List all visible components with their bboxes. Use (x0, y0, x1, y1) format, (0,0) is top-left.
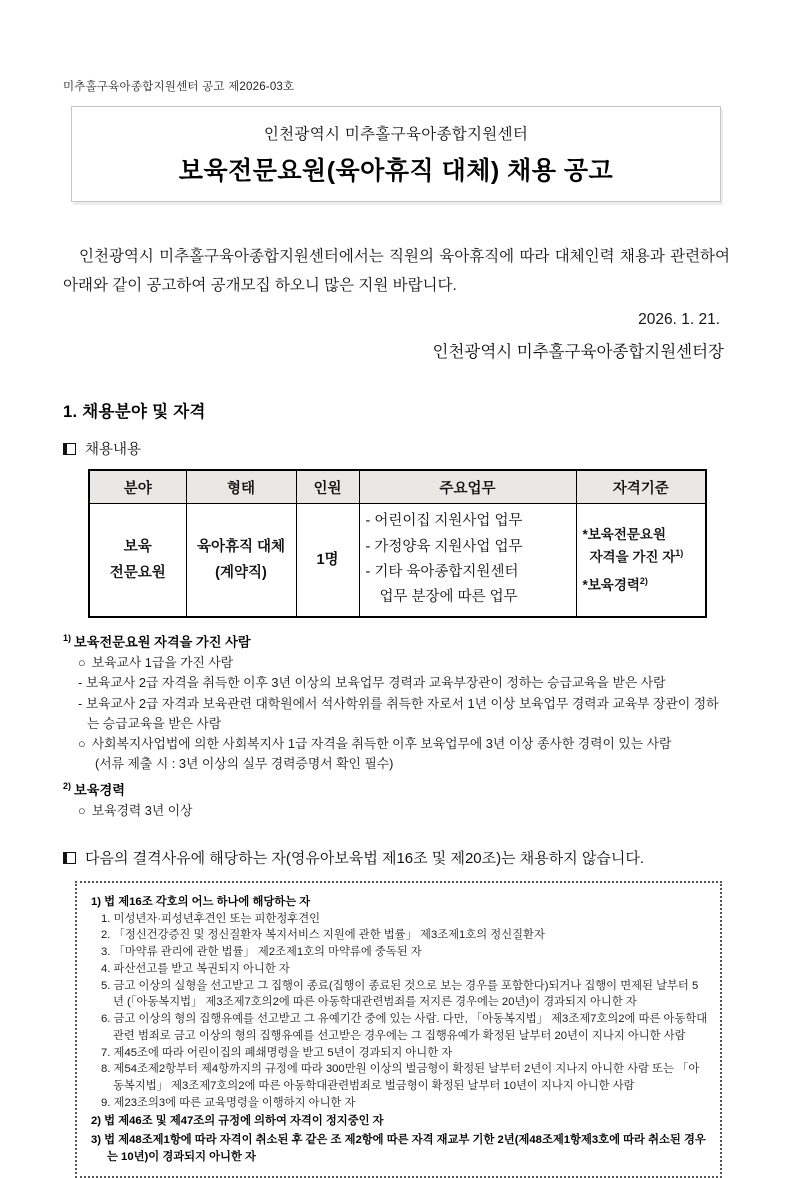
circle-bullet-icon: ○ (78, 655, 86, 671)
disq-item: 7. 제45조에 따라 어린이집의 폐쇄명령을 받고 5년이 경과되지 아니한 자 (101, 1046, 453, 1059)
disqualification-heading: 다음의 결격사유에 해당하는 자(영유아보육법 제16조 및 제20조)는 채용하지 않습니다. (63, 847, 730, 868)
subsection-recruit-content (63, 438, 730, 459)
table-header-row (89, 470, 706, 504)
footnote-1-note: (서류 제출 시 : 3년 이상의 실무 경력증명서 확인 필수) (95, 756, 394, 772)
footnote-ref-2: 2) (639, 575, 648, 586)
square-bullet-icon (63, 443, 76, 455)
circle-bullet-icon: ○ (78, 802, 86, 818)
disq-item: 3. 「마약류 관리에 관한 법률」 제2조제1호의 마약류에 중독된 자 (101, 946, 422, 959)
qual-line1: *보육전문요원 (582, 527, 666, 543)
disq-item: 8. 제54조제2항부터 제4항까지의 규정에 따라 300만원 이상의 벌금형이 확정된 날부터 2년이 지나지 아니한 사람 또는 「아동복지법」 제3조제7호의2에 따른 아동학대관련범죄로 벌금형이 확정된 날부터 10년이 지나지 아니한 사람 (101, 1063, 700, 1092)
footnotes (63, 631, 730, 821)
type-line2: (계약직) (215, 565, 267, 581)
intro-paragraph (63, 242, 730, 300)
disq-item: 4. 파산선고를 받고 복권되지 아니한 자 (101, 962, 290, 975)
footnote-2-item: ○ 보육경력 3년 이상 (78, 802, 193, 818)
type-line1: 육아휴직 대체 (196, 538, 286, 555)
footnote-1-item: - 보육교사 2급 자격과 보육관련 대학원에서 석사학위를 취득한 자로서 1년 이상 보육업무 경력과 교육부 장관이 정하는 승급교육을 받은 사람 (78, 695, 719, 731)
duty-line-continuation: 업무 분장에 따른 업무 (379, 589, 518, 606)
square-bullet-icon (63, 852, 76, 864)
signer: 인천광역시 미추홀구육아종합지원센터장 (432, 343, 724, 361)
disq-item: 1. 미성년자·피성년후견인 또는 피한정후견인 (101, 912, 321, 925)
disq-group-3-label: 3) 법 제48조제1항에 따라 자격이 취소된 후 같은 조 제2항에 따른 자격 재교부 기한 2년(제48조제1항제3호에 따라 취소된 경우는 10년)이 경과되지 아니한 자 (91, 1134, 706, 1163)
footnote-1-item: ○ 사회복지사업법에 의한 사회복지사 1급 자격을 취득한 이후 보육업무에 3년 이상 종사한 경력이 있는 사람 (78, 736, 672, 752)
duty-line: - 가정양육 지원사업 업무 (365, 538, 523, 555)
footnote-2-marker: 2) (63, 780, 72, 791)
disq-group-1-items (91, 911, 708, 1112)
duty-line: - 어린이집 지원사업 업무 (365, 513, 523, 530)
cell-field (89, 504, 186, 618)
org-name: 인천광역시 미추홀구육아종합지원센터 (263, 126, 529, 143)
cell-type (186, 504, 296, 618)
circle-bullet-icon: ○ (78, 736, 86, 752)
header-qualification: 자격기준 (576, 470, 706, 504)
intro-text: 인천광역시 미추홀구육아종합지원센터에서는 직원의 육아휴직에 따라 대체인력 채용과 관련하여 아래와 같이 공고하여 공개모집 하오니 많은 지원 바랍니다. (63, 248, 730, 294)
section-1-heading: 1. 채용분야 및 자격 (63, 403, 206, 421)
footnote-1-item: - 보육교사 2급 자격을 취득한 이후 3년 이상의 보육업무 경력과 교육부장관이 정하는 승급교육을 받은 사람 (78, 675, 666, 691)
header-field: 분야 (89, 470, 186, 504)
disq-item: 9. 제23조의3에 따른 교육명령을 이행하지 아니한 자 (101, 1096, 356, 1109)
subsection-label: 채용내용 (85, 442, 142, 458)
header-count: 인원 (296, 470, 359, 504)
footnote-2-title: $^{2)}$ 보육경력 (63, 780, 125, 797)
header-type: 형태 (186, 470, 296, 504)
disq-item: 6. 금고 이상의 형의 집행유예를 선고받고 그 유예기간 중에 있는 사람. 다만, 「아동복지법」 제3조제7호의2에 따른 아동학대관련 범죄로 금고 이상의 형의 집행유예를 선고받은 경우에는 그 집행유예가 확정된 날부터 20년이 지나지 아니한 사람 (101, 1013, 708, 1042)
title-box (71, 106, 721, 202)
disq-item: 2. 「정신건강증진 및 정신질환자 복지서비스 지원에 관한 법률」 제3조제1호의 정신질환자 (101, 929, 545, 942)
recruit-table (88, 469, 707, 618)
qual-line3: *보육경력$^{2)}$ (582, 575, 648, 593)
disq-group-1-label: 1) 법 제16조 각호의 어느 하나에 해당하는 자 (91, 896, 311, 909)
field-line1: 보육 (123, 538, 152, 555)
footnote-1-title: $^{1)}$ 보육전문요원 자격을 가진 사람 (63, 633, 251, 650)
disq-group-2-label: 2) 법 제46조 및 제47조의 규정에 의하여 자격이 정지중인 자 (91, 1115, 384, 1128)
field-line2: 전문요원 (109, 565, 166, 581)
announcement-date: 2026. 1. 21. (638, 311, 720, 328)
footnote-1-item: ○ 보육교사 1급을 가진 사람 (78, 655, 234, 671)
cell-count: 1명 (296, 504, 359, 618)
footnote-ref-1: 1) (675, 547, 684, 558)
page-title: 보육전문요원(육아휴직 대체) 채용 공고 (178, 157, 614, 185)
header-duties: 주요업무 (359, 470, 576, 504)
duty-line: - 기타 육아종합지원센터 (365, 564, 519, 580)
qual-line2: 자격을 가진 자$^{1)}$ (589, 547, 684, 565)
footnote-1-marker: 1) (63, 633, 72, 643)
cell-qualification (576, 504, 706, 618)
table-row (89, 504, 706, 618)
disq-item: 5. 금고 이상의 실형을 선고받고 그 집행이 종료(집행이 종료된 것으로 보는 경우를 포함한다)되거나 집행이 면제된 날부터 5년 (「아동복지법」 제3조제7호의2에 따른 아동학대관련범죄를 저지른 경우에는 20년)이 경과되지 아니한 자 (101, 979, 699, 1009)
cell-duties (359, 504, 576, 618)
disqualification-box (75, 881, 722, 1178)
doc-number: 미추홀구육아종합지원센터 공고 제2026-03호 (63, 81, 295, 93)
